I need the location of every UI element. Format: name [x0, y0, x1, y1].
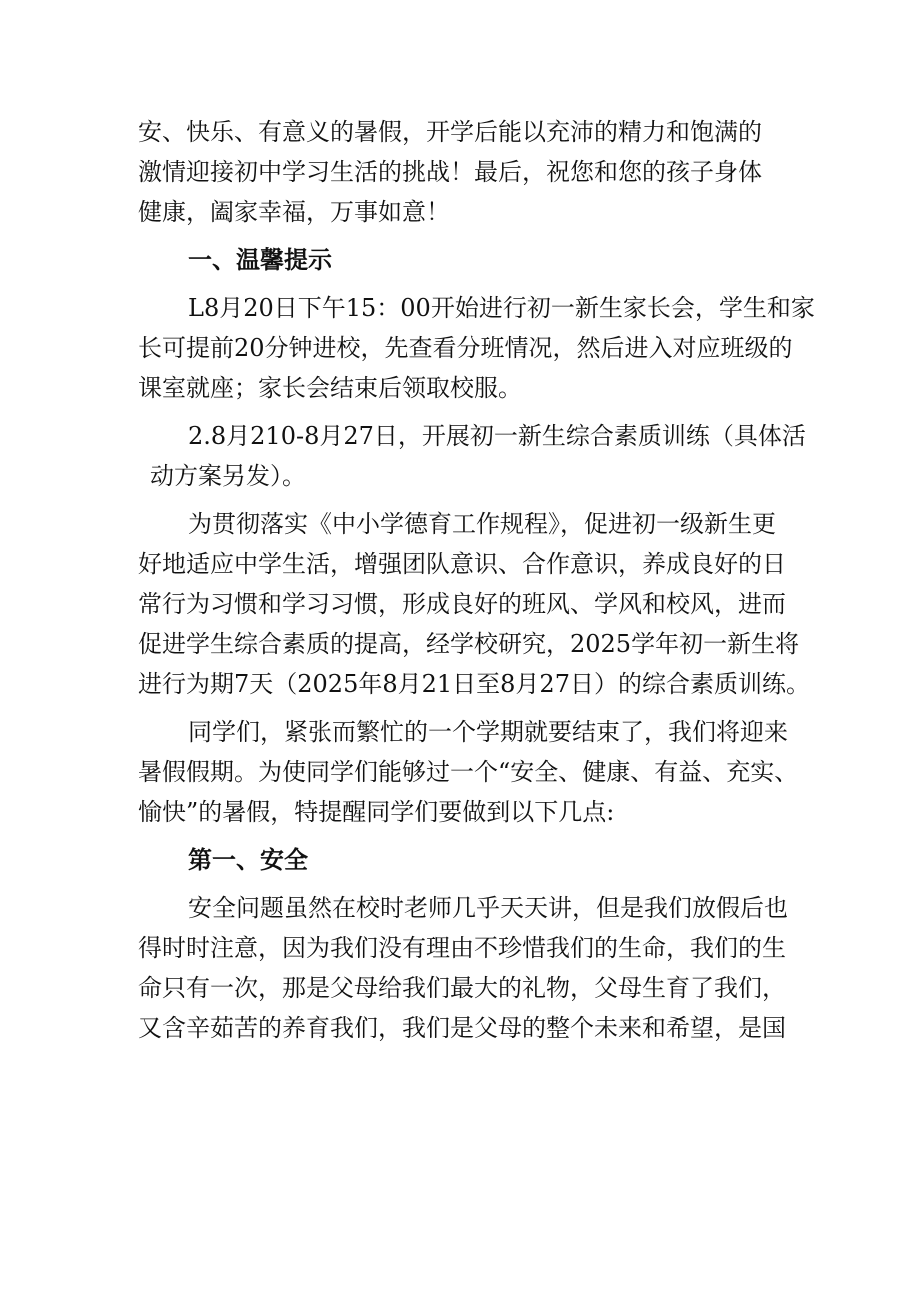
section-heading: 第一、安全 — [188, 846, 308, 874]
section-heading: 一、温馨提示 — [188, 246, 332, 274]
paragraph-parent-meeting — [138, 288, 815, 408]
text-line: 同学们，紧张而繁忙的一个学期就要结束了，我们将迎来 — [188, 718, 788, 746]
text-line: 愉快”的暑假，特提醒同学们要做到以下几点: — [138, 798, 615, 826]
text-line: 好地适应中学生活，增强团队意识、合作意识，养成良好的日 — [138, 550, 786, 578]
paragraph-training-dates — [138, 416, 806, 496]
paragraph-closing-wishes — [138, 112, 798, 232]
text-line: 得时时注意，因为我们没有理由不珍惜我们的生命，我们的生 — [138, 934, 786, 962]
paragraph-summer-notice — [138, 712, 798, 832]
paragraph-safety — [138, 888, 798, 1048]
heading-safety — [138, 840, 798, 880]
heading-reminders — [138, 240, 798, 280]
text-line: 长可提前20分钟进校，先查看分班情况，然后进入对应班级的 — [138, 334, 793, 362]
text-line: 促进学生综合素质的提高，经学校研究，2025学年初一新生将 — [138, 630, 800, 658]
paragraph-training-purpose — [138, 504, 810, 704]
text-line: 又含辛茹苦的养育我们，我们是父母的整个未来和希望，是国 — [138, 1014, 786, 1042]
text-line: 为贯彻落实《中小学德育工作规程》，促进初一级新生更 — [188, 510, 776, 538]
text-line: 2.8月210-8月27日，开展初一新生综合素质训练（具体活 — [188, 422, 806, 450]
text-line: L8月20日下午15：00开始进行初一新生家长会，学生和家 — [188, 294, 815, 322]
text-line: 健康，阖家幸福，万事如意！ — [138, 198, 450, 226]
text-line: 进行为期7天（2025年8月21日至8月27日）的综合素质训练。 — [138, 670, 810, 698]
document-body — [138, 112, 815, 1048]
text-line: 安、快乐、有意义的暑假，开学后能以充沛的精力和饱满的 — [138, 118, 762, 146]
text-line: 命只有一次，那是父母给我们最大的礼物，父母生育了我们， — [138, 974, 786, 1002]
text-line: 暑假假期。为使同学们能够过一个“安全、健康、有益、充实、 — [138, 758, 799, 786]
text-line: 激情迎接初中学习生活的挑战！最后，祝您和您的孩子身体 — [138, 158, 762, 186]
text-line: 动方案另发）。 — [150, 462, 306, 490]
text-line: 课室就座；家长会结束后领取校服。 — [138, 374, 522, 402]
text-line: 安全问题虽然在校时老师几乎天天讲，但是我们放假后也 — [188, 894, 788, 922]
text-line: 常行为习惯和学习习惯，形成良好的班风、学风和校风，进而 — [138, 590, 786, 618]
